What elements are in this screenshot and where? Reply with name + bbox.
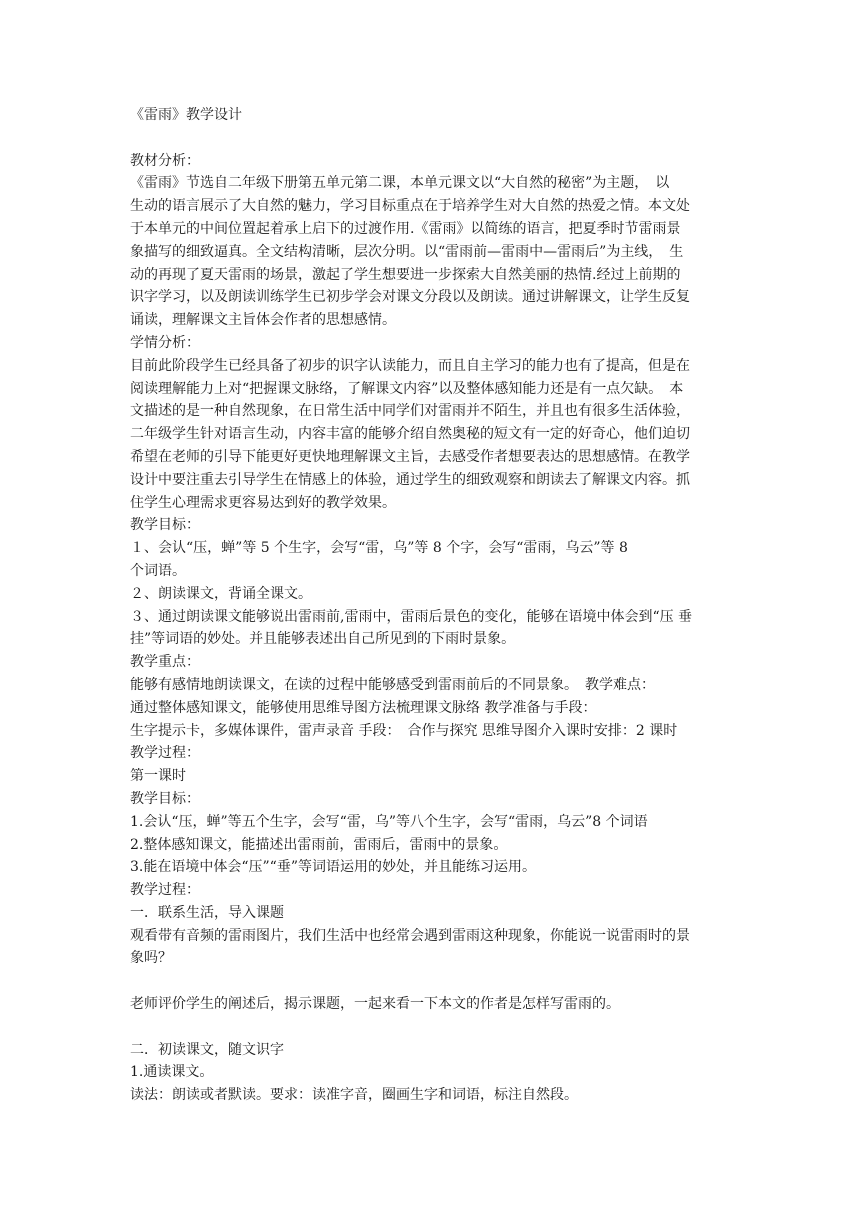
document-body: [130, 150, 730, 1107]
text-line: 生动的语言展示了大自然的魅力，学习目标重点在于培养学生对大自然的热爱之情。本文处: [130, 198, 690, 215]
text-line: 诵读，理解课文主旨体会作者的思想感情。: [130, 312, 396, 329]
text-line: 阅读理解能力上对“把握课文脉络，了解课文内容”以及整体感知能力还是有一点欠缺。 本: [130, 380, 684, 397]
text-line: 老师评价学生的阐述后，揭示课题，一起来看一下本文的作者是怎样写雷雨的。: [130, 996, 620, 1013]
text-line: 《雷雨》节选自二年级下册第五单元第二课，本单元课文以“大自然的秘密”为主题， 以: [130, 175, 670, 192]
text-line: 识字学习，以及朗读训练学生已初步学会对课文分段以及朗读。通过讲解课文，让学生反复: [130, 289, 690, 306]
text-line: 希望在老师的引导下能更好更快地理解课文主旨，去感受作者想要表达的思想感情。在教学: [130, 448, 690, 465]
text-line: 挂”等词语的妙处。并且能够表述出自己所见到的下雨时景象。: [130, 631, 516, 648]
text-line: 教学目标：: [130, 517, 200, 534]
text-line: 能够有感情地朗读课文，在读的过程中能够感受到雷雨前后的不同景象。 教学难点：: [130, 676, 655, 693]
text-line: 二．初读课文，随文识字: [130, 1041, 284, 1058]
text-line: 1.会认“压，蝉”等五个生字，会写“雷，乌”等八个生字，会写“雷雨，乌云”8 个词语: [130, 813, 648, 830]
text-line: 象吗？: [130, 950, 172, 967]
text-line: 设计中要注重去引导学生在情感上的体验，通过学生的细致观察和朗读去了解课文内容。抓: [130, 471, 690, 488]
text-line: ２、朗读课文，背诵全课文。: [130, 585, 312, 602]
text-line: 第一课时: [130, 768, 186, 785]
text-line: 住学生心理需求更容易达到好的教学效果。: [130, 494, 396, 511]
text-line: 目前此阶段学生已经具备了初步的识字认读能力，而且自主学习的能力也有了提高，但是在: [130, 357, 690, 374]
text-line: 学情分析：: [130, 334, 200, 351]
text-line: 1.通读课文。: [130, 1064, 214, 1081]
text-line: 教学重点：: [130, 654, 200, 671]
text-line: 动的再现了夏天雷雨的场景，激起了学生想要进一步探索大自然美丽的热情.经过上前期的: [130, 266, 681, 283]
blank-line: [130, 1016, 730, 1039]
text-line: 象描写的细致逼真。全文结构清晰，层次分明。以“雷雨前—雷雨中—雷雨后”为主线， 生: [130, 243, 684, 260]
text-line: 通过整体感知课文，能够使用思维导图方法梳理课文脉络 教学准备与手段：: [130, 699, 597, 716]
text-line: 二年级学生针对语言生动，内容丰富的能够介绍自然奥秘的短文有一定的好奇心，他们迫切: [130, 426, 690, 443]
text-line: 2.整体感知课文，能描述出雷雨前，雷雨后，雷雨中的景象。: [130, 836, 508, 853]
text-line: 读法：朗读或者默读。要求：读准字音，圈画生字和词语，标注自然段。: [130, 1087, 578, 1104]
text-line: 个词语。: [130, 562, 186, 579]
text-line: ３、通过朗读课文能够说出雷雨前,雷雨中，雷雨后景色的变化，能够在语境中体会到“压 垂: [130, 608, 693, 625]
text-line: 教学过程：: [130, 745, 200, 762]
text-line: １、会认“压，蝉”等 5 个生字，会写“雷，乌”等 8 个字，会写“雷雨，乌云”等 8: [130, 540, 628, 557]
spacer: [130, 127, 730, 150]
text-line: 3.能在语境中体会“压”“垂”等词语运用的妙处，并且能练习运用。: [130, 859, 536, 876]
document-page: [130, 104, 730, 1107]
text-line: 一．联系生活，导入课题: [130, 904, 284, 921]
text-line: 生字提示卡，多媒体课件，雷声录音 手段： 合作与探究 思维导图介入课时安排：2 课时: [130, 722, 678, 739]
text-line: 观看带有音频的雷雨图片，我们生活中也经常会遇到雷雨这种现象，你能说一说雷雨时的景: [130, 927, 690, 944]
blank-line: [130, 970, 730, 993]
document-title: 《雷雨》教学设计: [130, 107, 242, 123]
text-line: 教材分析：: [130, 152, 200, 169]
text-line: 文描述的是一种自然现象，在日常生活中同学们对雷雨并不陌生，并且也有很多生活体验，: [130, 403, 690, 420]
text-line: 于本单元的中间位置起着承上启下的过渡作用.《雷雨》以简练的语言，把夏季时节雷雨景: [130, 220, 681, 237]
text-line: 教学过程：: [130, 882, 200, 899]
text-line: 教学目标：: [130, 790, 200, 807]
